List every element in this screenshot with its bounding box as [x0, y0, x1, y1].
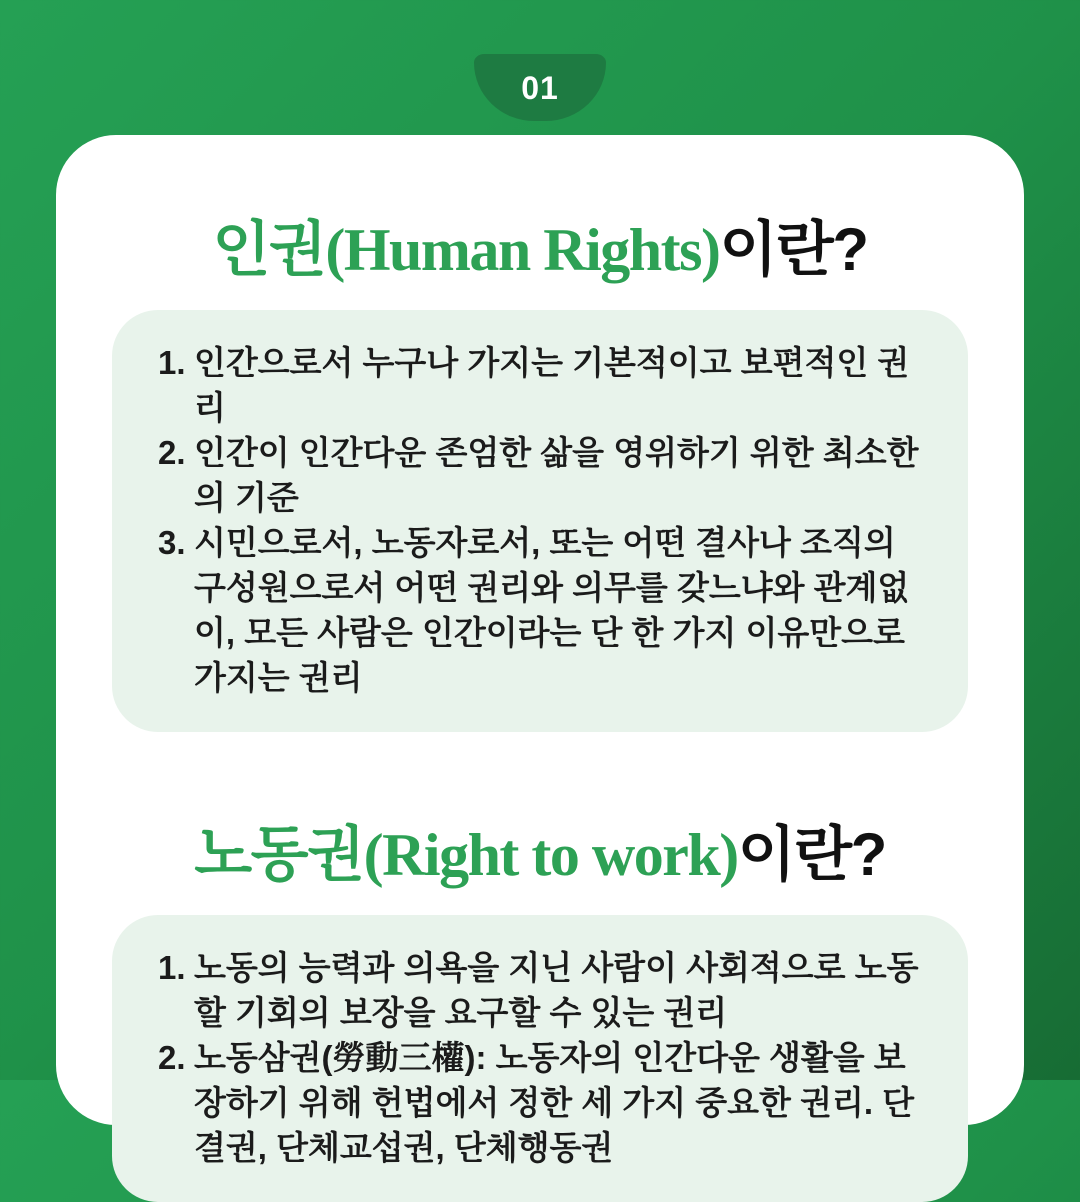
title-suffix: 이란?: [737, 821, 886, 888]
item-number: 1.: [158, 949, 186, 986]
definition-box: [112, 915, 968, 1202]
item-number: 1.: [158, 344, 186, 381]
item-number: 2.: [158, 1039, 186, 1076]
item-text: 노동삼권(勞動三權): 노동자의 인간다운 생활을 보장하기 위해 헌법에서 정한 세 가지 중요한 권리. 단결권, 단체교섭권, 단체행동권: [194, 1039, 915, 1166]
list-item: [158, 520, 928, 700]
item-text: 시민으로서, 노동자로서, 또는 어떤 결사나 조직의 구성원으로서 어떤 권리와 의무를 갖느냐와 관계없이, 모든 사람은 인간이라는 단 한 가지 이유만으로 가지는 권리: [194, 524, 910, 696]
list-item: [158, 1035, 928, 1170]
section-title: [56, 820, 1024, 890]
page-number-badge: [474, 54, 606, 121]
definition-box: [112, 310, 968, 732]
title-accent: 노동권(Right to work): [194, 822, 738, 888]
item-number: 3.: [158, 524, 186, 561]
item-number: 2.: [158, 434, 186, 471]
list-item: [158, 945, 928, 1035]
list-item: [158, 340, 928, 430]
section-human-rights: [56, 215, 1024, 732]
list-item: [158, 430, 928, 520]
item-text: 노동의 능력과 의욕을 지닌 사람이 사회적으로 노동할 기회의 보장을 요구할 수 있는 권리: [194, 949, 919, 1031]
page-number-text: 01: [521, 70, 559, 106]
section-right-to-work: [56, 820, 1024, 1202]
item-text: 인간이 인간다운 존엄한 삶을 영위하기 위한 최소한의 기준: [194, 434, 919, 516]
title-accent: 인권(Human Rights): [212, 217, 720, 283]
content-card: [56, 135, 1024, 1166]
title-suffix: 이란?: [719, 216, 868, 283]
item-text: 인간으로서 누구나 가지는 기본적이고 보편적인 권리: [194, 344, 910, 426]
section-title: [56, 215, 1024, 285]
